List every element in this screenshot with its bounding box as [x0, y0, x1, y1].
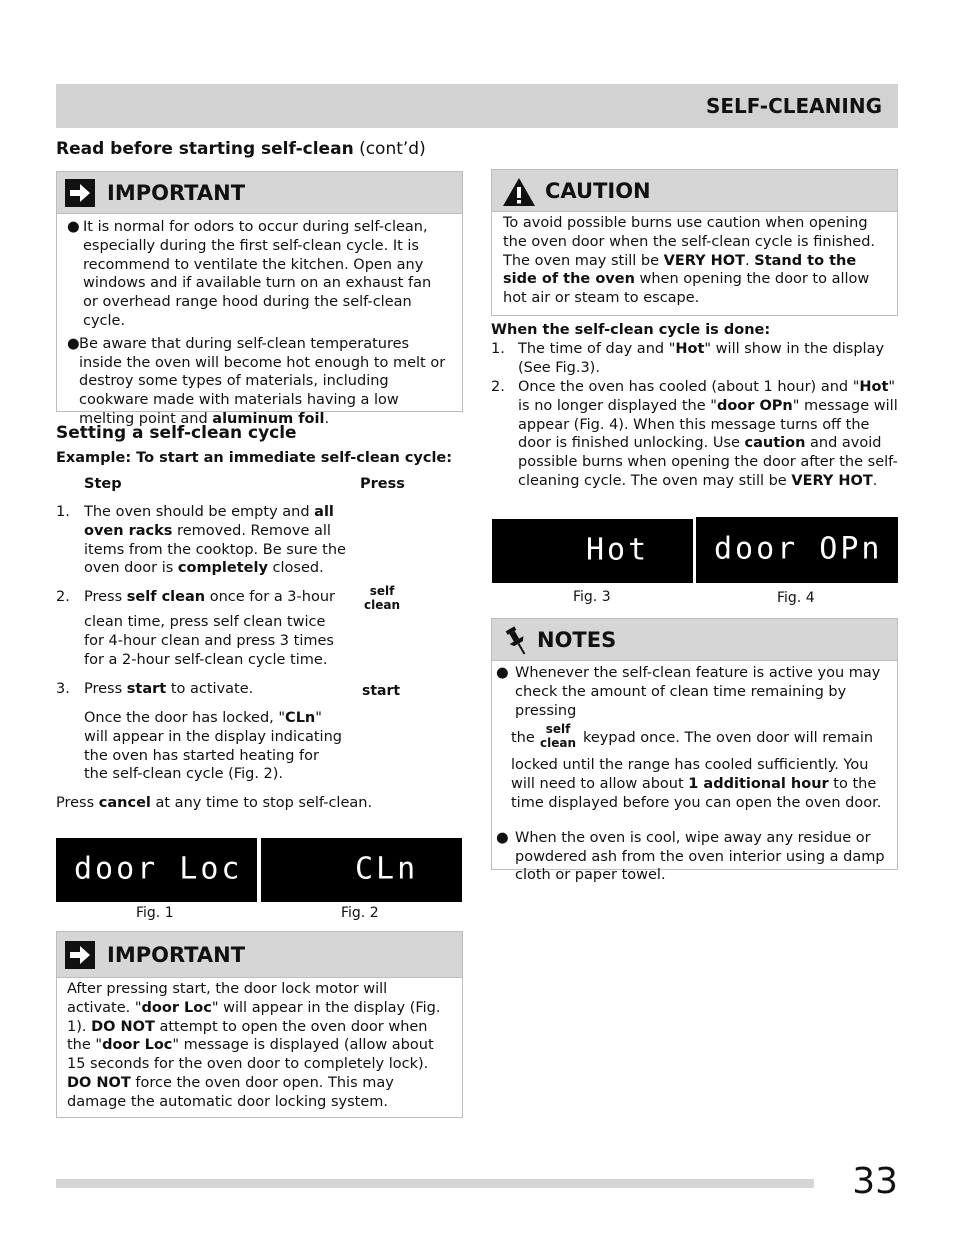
step-number: 1.: [56, 504, 70, 520]
important-box-1-header: [57, 172, 462, 214]
step-number: 2.: [491, 379, 505, 395]
bullet-icon: ●: [67, 335, 80, 352]
bullet-icon: ●: [496, 829, 509, 846]
page-number: 33: [852, 1161, 898, 1202]
done-item-1-text: The time of day and "Hot" will show in the display (See Fig.3).: [518, 341, 885, 376]
list-item: ● Be aware that during self-clean temperatures inside the oven will become hot enough to melt or destroy some types of materials, including cookware made with materials having a low melting point and aluminum foil.: [67, 335, 446, 427]
figure-caption: Fig. 3: [573, 589, 611, 605]
column-press-header: Press: [360, 476, 405, 492]
caution-box: [491, 169, 898, 316]
section-header-bar: [56, 84, 898, 128]
display-fig-1: [56, 838, 257, 902]
done-heading: When the self-clean cycle is done:: [491, 322, 771, 338]
warning-icon: [502, 177, 536, 207]
caution-text: To avoid possible burns use caution when opening the oven door when the self-clean cycle is finished. The oven may still be VERY HOT. Stand to the side of the oven when opening the door to allow hot air or steam to escape.: [503, 215, 876, 307]
notes-label: NOTES: [537, 628, 617, 652]
list-item: ● When the oven is cool, wipe away any residue or powdered ash from the oven interior using a damp cloth or paper towel.: [496, 829, 885, 884]
footer-bar: [56, 1179, 814, 1188]
important-box-2-header: [57, 932, 462, 978]
step-1-text: The oven should be empty and all oven racks removed. Remove all items from the cooktop. Be sure the oven door is completely closed.: [84, 504, 346, 577]
display-fig-3: [492, 519, 693, 583]
figure-caption: Fig. 1: [136, 905, 174, 921]
step-number: 2.: [56, 589, 70, 605]
subsection-title: Read before starting self-clean (cont’d): [56, 139, 426, 159]
display-fig-4: [696, 517, 898, 583]
column-step-header: Step: [84, 476, 122, 492]
important-box-1: [56, 171, 463, 427]
bullet-icon: ●: [496, 665, 509, 681]
pushpin-icon: [504, 625, 530, 657]
start-key: start: [362, 683, 401, 699]
step-number: 3.: [56, 681, 70, 697]
bullet-icon: ●: [67, 219, 80, 235]
display-text: door Loc: [74, 851, 243, 887]
caution-box-header: [492, 170, 897, 212]
display-text: door OPn: [714, 531, 883, 567]
important-label: IMPORTANT: [107, 943, 246, 967]
arrow-right-icon: [65, 179, 95, 207]
display-text: CLn: [355, 851, 419, 887]
notes-box-header: [492, 619, 897, 661]
step-2-text: Press self clean once for a 3-hour: [84, 589, 335, 605]
display-text: Hot: [586, 532, 650, 568]
important-box-2: [56, 931, 463, 1118]
example-text: Example: To start an immediate self-clean cycle:: [56, 450, 453, 466]
step-3-continued-text: Once the door has locked, "CLn" will appear in the display indicating the oven has started heating for the self-clean cycle (Fig. 2).: [84, 710, 342, 783]
figure-caption: Fig. 2: [341, 905, 379, 921]
step-3-text: Press start to activate.: [84, 681, 254, 697]
list-item: ● It is normal for odors to occur during self-clean, especially during the first self-clean cycle. It is recommend to ventilate the kitchen. Open any windows and if available turn on an exhaust fan or overhead range hood during the self-clean cycle.: [67, 219, 432, 329]
important-label: IMPORTANT: [107, 181, 246, 205]
list-item: ● Whenever the self-clean feature is active you may check the amount of clean time remaining by pressing the self clean keypad once. The oven door will remain locked until the range has cooled sufficiently. You will need to allow about 1 additional hour to the time displayed before you can open the oven door.: [496, 665, 882, 811]
step-number: 1.: [491, 341, 505, 357]
caution-label: CAUTION: [545, 179, 651, 203]
done-item-2-text: Once the oven has cooled (about 1 hour) and "Hot" is no longer displayed the "door OPn" message will appear (Fig. 4). When this message turns off the door is finished unlocking. Use caution and avoid possible burns when opening the door after the self-cleaning cycle. The oven may still be VERY HOT.: [518, 379, 898, 489]
important-2-text: After pressing start, the door lock motor will activate. "door Loc" will appear in the display (Fig. 1). DO NOT attempt to open the oven door when the "door Loc" message is displayed (allow about 15 seconds for the oven door to completely lock). DO NOT force the oven door open. This may damage the automatic door locking system.: [67, 981, 441, 1110]
self-clean-key: self clean: [363, 584, 400, 612]
step-2-continued-text: clean time, press self clean twice for 4-hour clean and press 3 times for a 2-hour self-clean cycle time.: [84, 614, 334, 668]
section-title: SELF-CLEANING: [705, 94, 882, 118]
arrow-right-icon: [65, 941, 95, 969]
setting-heading: Setting a self-clean cycle: [56, 423, 297, 443]
display-fig-2: [261, 838, 462, 902]
notes-box: [491, 618, 898, 884]
self-clean-key: self clean: [539, 722, 576, 751]
cancel-text: Press cancel at any time to stop self-clean.: [56, 795, 373, 811]
figure-caption: Fig. 4: [777, 590, 815, 606]
